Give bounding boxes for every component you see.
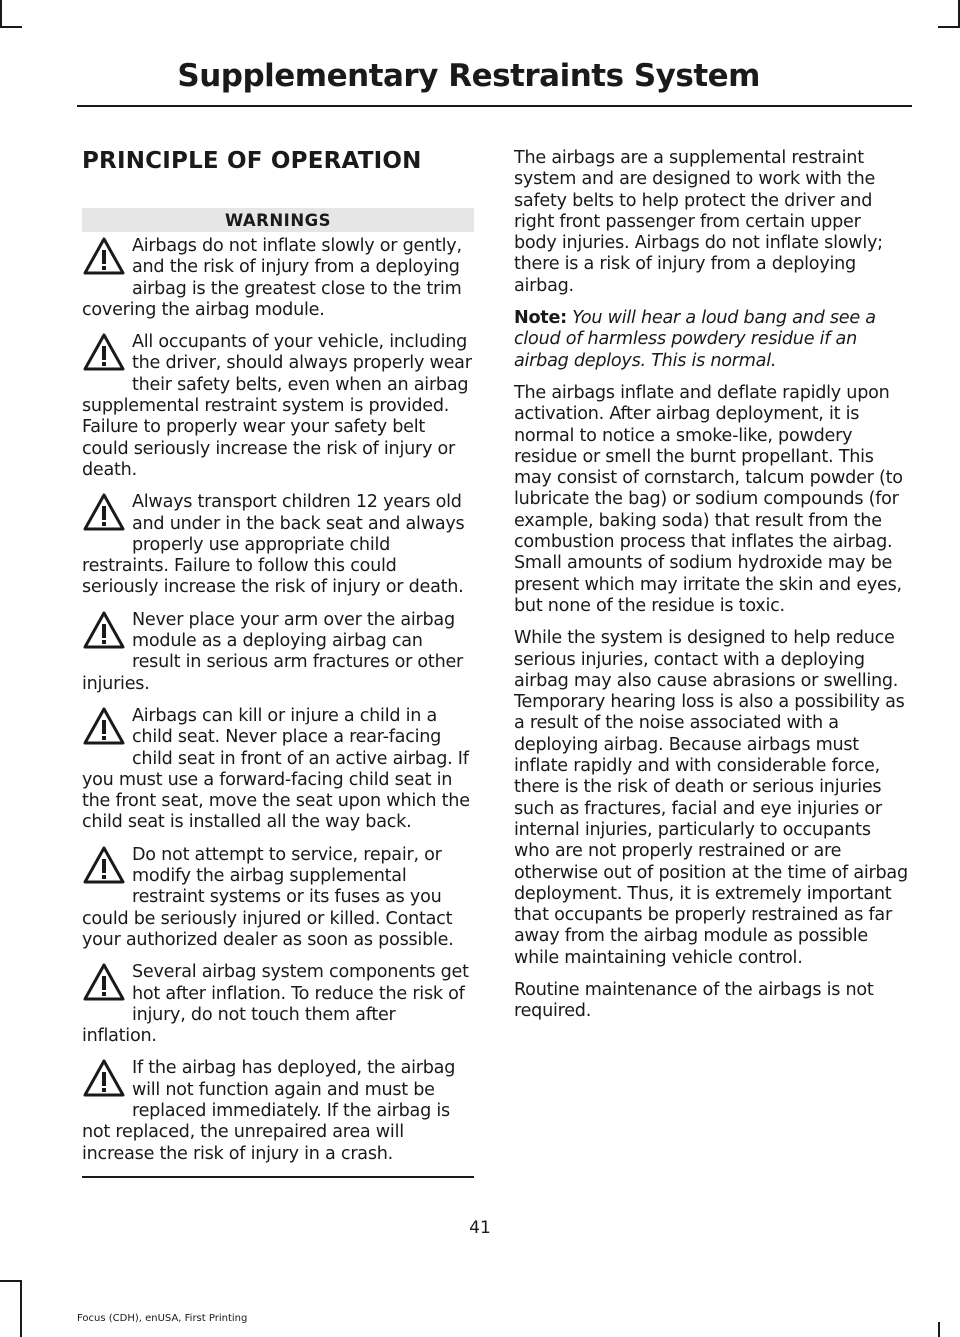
note-text: You will hear a loud bang and see a cloud of harmless powdery residue if an airbag deploys. This is normal.: [514, 308, 876, 371]
warning-triangle-icon: [82, 962, 132, 1008]
warning-item: [82, 706, 474, 834]
body-paragraph: The airbags inflate and deflate rapidly upon activation. After airbag deployment, it is normal to notice a smoke-like, powdery residue or smell the burnt propellant. This may consist of cornstarch, talcum powder (to lubricate the bag) or sodium compounds (for example, baking soda) that result from the combustion process that inflates the airbag. Small amounts of sodium hydroxide may be present which may irritate the skin and eyes, but none of the residue is toxic.: [514, 382, 903, 616]
warning-text: If the airbag has deployed, the airbag will not function again and must be replaced immediately. If the airbag is not replaced, the unrepaired area will increase the risk of injury in a crash.: [82, 1058, 456, 1164]
warning-item: [82, 332, 474, 481]
warning-text: Several airbag system components get hot after inflation. To reduce the risk of injury, do not touch them after inflation.: [82, 962, 469, 1047]
warning-item: [82, 236, 474, 321]
body-paragraph: Routine maintenance of the airbags is not required.: [514, 979, 874, 1022]
body-paragraph: The airbags are a supplemental restraint system and are designed to work with the safety belts to help protect the driver and right front passenger from certain upper body injuries. Airbags do not inflate slowly; there is a risk of injury from a deploying airbag.: [514, 148, 883, 296]
page-number: 41: [469, 1218, 491, 1238]
warning-text: Airbags can kill or injure a child in a child seat. Never place a rear-facing child seat in front of an active airbag. If you must use a forward-facing child seat in the front seat, move the seat upon which the child seat is installed all the way back.: [82, 705, 470, 833]
left-column: [82, 148, 474, 1178]
footer-text: Focus (CDH), enUSA, First Printing: [77, 1313, 248, 1324]
warning-text: Do not attempt to service, repair, or modify the airbag supplemental restraint systems or its fuses as you could be seriously injured or killed. Contact your authorized dealer as soon as possible.: [82, 844, 454, 950]
warnings-list: [82, 236, 474, 1165]
note-paragraph: [514, 308, 908, 372]
warning-triangle-icon: [82, 236, 132, 282]
crop-mark: [938, 26, 960, 28]
crop-mark: [938, 1322, 940, 1337]
crop-mark: [20, 1280, 22, 1337]
warning-item: [82, 492, 474, 598]
warning-item: [82, 1058, 474, 1164]
page-header-title: Supplementary Restraints System: [177, 58, 760, 94]
crop-mark: [0, 26, 22, 28]
note-label: Note:: [514, 308, 567, 329]
warning-item: [82, 610, 474, 695]
warning-triangle-icon: [82, 492, 132, 538]
section-title: PRINCIPLE OF OPERATION: [82, 148, 422, 174]
warning-triangle-icon: [82, 845, 132, 891]
right-column: [514, 148, 908, 1034]
body-paragraph: While the system is designed to help reduce serious injuries, contact with a deploying airbag may also cause abrasions or swelling. Temporary hearing loss is also a possibility as a result of the noise associated with a deploying airbag. Because airbags must inflate rapidly and with considerable force, there is the risk of death or serious injuries such as fractures, facial and eye injuries or internal injuries, particularly to occupants who are not properly restrained or are otherwise out of position at the time of airbag deployment. Thus, it is extremely important that occupants be properly restrained as far away from the airbag module as possible while maintaining vehicle control.: [514, 628, 908, 968]
warnings-heading: WARNINGS: [82, 208, 474, 232]
warnings-end-rule: [82, 1176, 474, 1178]
warning-item: [82, 845, 474, 951]
warning-triangle-icon: [82, 332, 132, 378]
warning-text: Never place your arm over the airbag module as a deploying airbag can result in serious arm fractures or other injuries.: [82, 609, 464, 694]
header-rule: [77, 105, 912, 107]
warning-item: [82, 962, 474, 1047]
warning-triangle-icon: [82, 610, 132, 656]
warning-text: Airbags do not inflate slowly or gently, and the risk of injury from a deploying airbag is the greatest close to the trim covering the airbag module.: [82, 236, 462, 320]
warning-text: All occupants of your vehicle, including the driver, should always properly wear their safety belts, even when an airbag supplemental restraint system is provided. Failure to properly wear your safety belt could seriously increase the risk of injury or death.: [82, 332, 472, 480]
crop-mark: [0, 1280, 22, 1282]
crop-mark: [0, 0, 2, 28]
warning-text: Always transport children 12 years old and under in the back seat and always properly use appropriate child restraints. Failure to follow this could seriously increase the risk of injury or death.: [82, 492, 465, 598]
warning-triangle-icon: [82, 706, 132, 752]
warning-triangle-icon: [82, 1058, 132, 1104]
